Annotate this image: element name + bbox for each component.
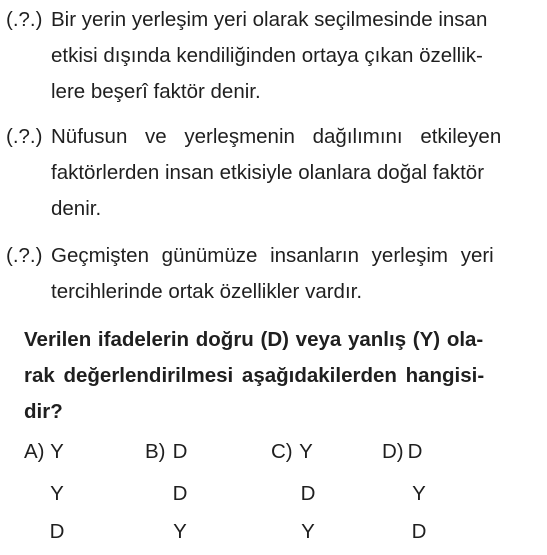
- option-d-value-3: D: [411, 520, 427, 543]
- option-b-value-1: D: [172, 440, 188, 463]
- option-d-label[interactable]: D): [382, 440, 404, 463]
- question-line-1: Verilen ifadelerin doğru (D) veya yanlış (Y) ola-: [24, 328, 484, 351]
- statement-1-marker: (.?.): [6, 8, 43, 31]
- option-d-value-2: Y: [412, 482, 426, 505]
- statement-3-line-2: tercihlerinde ortak özellikler vardır.: [51, 280, 363, 303]
- option-a-label[interactable]: A): [24, 440, 45, 463]
- option-a-value-1: Y: [50, 440, 64, 463]
- option-c-label[interactable]: C): [271, 440, 293, 463]
- statement-2-line-1: Nüfusun ve yerleşmenin dağılımını etkileyen: [51, 125, 502, 148]
- question-line-3: dir?: [24, 400, 63, 423]
- option-a-value-3: D: [49, 520, 65, 543]
- option-c-value-3: Y: [301, 520, 315, 543]
- statement-1-line-3: lere beşerî faktör denir.: [51, 80, 261, 103]
- statement-2-line-2: faktörlerden insan etkisiyle olanlara doğal faktör: [51, 161, 485, 184]
- statement-3-line-1: Geçmişten günümüze insanların yerleşim yeri: [51, 244, 494, 267]
- option-c-value-2: D: [300, 482, 316, 505]
- statement-3-marker: (.?.): [6, 244, 43, 267]
- statement-2-line-3: denir.: [51, 197, 102, 220]
- question-line-2: rak değerlendirilmesi aşağıdakilerden hangisi-: [24, 364, 485, 387]
- statement-1-line-1: Bir yerin yerleşim yeri olarak seçilmesinde insan: [51, 8, 488, 31]
- option-b-label[interactable]: B): [145, 440, 166, 463]
- option-a-value-2: Y: [50, 482, 64, 505]
- option-c-value-1: Y: [299, 440, 313, 463]
- statement-1-line-2: etkisi dışında kendiliğinden ortaya çıkan özellik-: [51, 44, 483, 67]
- option-b-value-2: D: [172, 482, 188, 505]
- option-d-value-1: D: [407, 440, 423, 463]
- statement-2-marker: (.?.): [6, 125, 43, 148]
- option-b-value-3: Y: [173, 520, 187, 543]
